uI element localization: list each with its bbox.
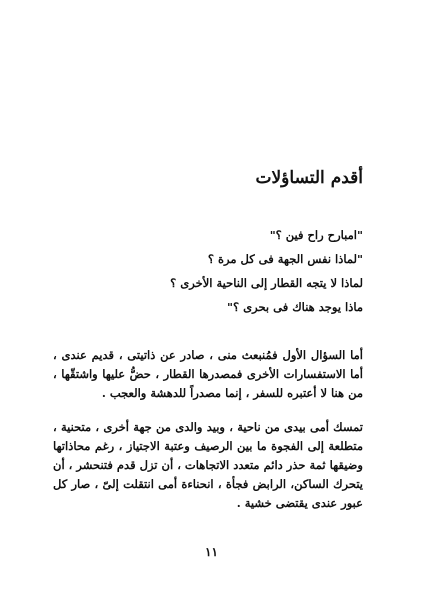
body-paragraph: أما السؤال الأول فمُنبعث منى ، صادر عن ذاتيتى ، قديم عندى ، أما الاستفسارات الأخرى فمصدرها القطار ، حضُّ عليها واشتقّها ، من هنا لا أعتبره للسفر ، إنما مصدراً للدهشة والعجب .: [53, 348, 363, 400]
question-line: "امبارح راح فين ؟": [269, 228, 363, 242]
page-number: ١١: [205, 545, 218, 559]
question-line: لماذا لا يتجه القطار إلى الناحية الأخرى ؟: [170, 276, 363, 290]
body-paragraph: تمسك أمى بيدى من ناحية ، وبيد والدى من جهة أخرى ، متحنية ، متطلعة إلى الفجوة ما بين الرصيف وعتبة الاجتياز ، رغم محاذاتها وضيقها ثمة حذر دائم متعدد الاتجاهات ، أن تزل قدم فتنحشر ، أن يتحرك الساكن، الرابض فجأة ، انحناءة أمى انتقلت إلىّ ، صار كل عبور عندى يقتضى خشية .: [53, 420, 363, 510]
question-line: ماذا يوجد هناك فى بحرى ؟": [227, 300, 363, 314]
question-line: "لماذا نفس الجهة فى كل مرة ؟: [207, 252, 363, 266]
questions-list: [53, 228, 363, 324]
chapter-title: أقدم التساؤلات: [255, 168, 363, 188]
